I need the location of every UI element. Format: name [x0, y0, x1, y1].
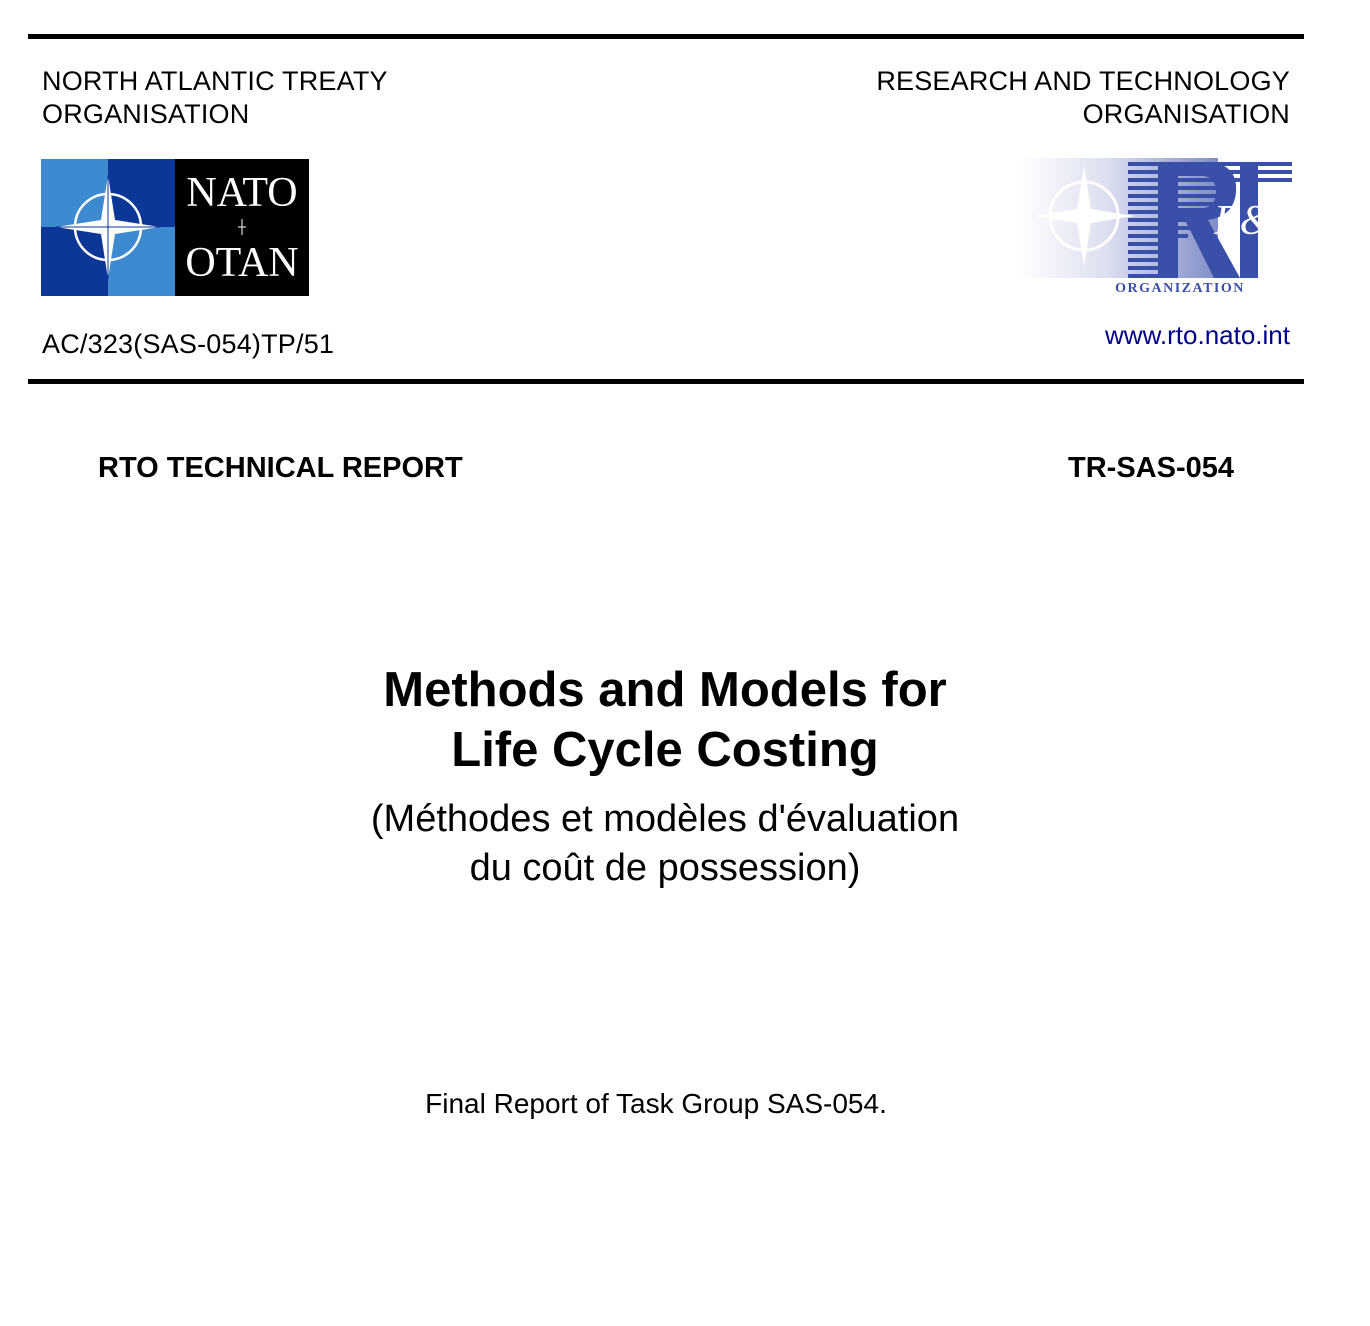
title-line2: Life Cycle Costing [451, 723, 879, 777]
report-subtitle [0, 795, 1330, 893]
rto-logo-caption: ORGANIZATION [1115, 281, 1245, 296]
right-org-line1: RESEARCH AND TECHNOLOGY [876, 66, 1290, 96]
report-type-label: RTO TECHNICAL REPORT [98, 452, 463, 484]
final-report-note: Final Report of Task Group SAS-054. [425, 1088, 887, 1119]
nato-otan-logo [41, 159, 309, 296]
rto-ampersand: R&T [1214, 198, 1292, 244]
website-link[interactable]: www.rto.nato.int [1105, 320, 1290, 350]
header-bottom-rule [28, 379, 1304, 384]
right-org-name [876, 65, 1290, 131]
left-org-line1: NORTH ATLANTIC TREATY [42, 66, 388, 96]
rto-logo [1018, 158, 1292, 300]
nato-logo-text: NATO [186, 170, 298, 216]
document-code: AC/323(SAS-054)TP/51 [42, 329, 335, 359]
title-line1: Methods and Models for [383, 663, 947, 717]
left-org-name [42, 65, 388, 131]
top-rule [28, 34, 1304, 39]
right-org-line2: ORGANISATION [1082, 99, 1290, 129]
rto-emblem [1018, 158, 1292, 300]
otan-logo-text: OTAN [185, 240, 299, 286]
left-org-line2: ORGANISATION [42, 99, 250, 129]
subtitle-line2: du coût de possession) [469, 847, 861, 889]
report-title [0, 660, 1330, 780]
report-number: TR-SAS-054 [1068, 452, 1234, 484]
subtitle-line1: (Méthodes et modèles d'évaluation [370, 798, 960, 840]
